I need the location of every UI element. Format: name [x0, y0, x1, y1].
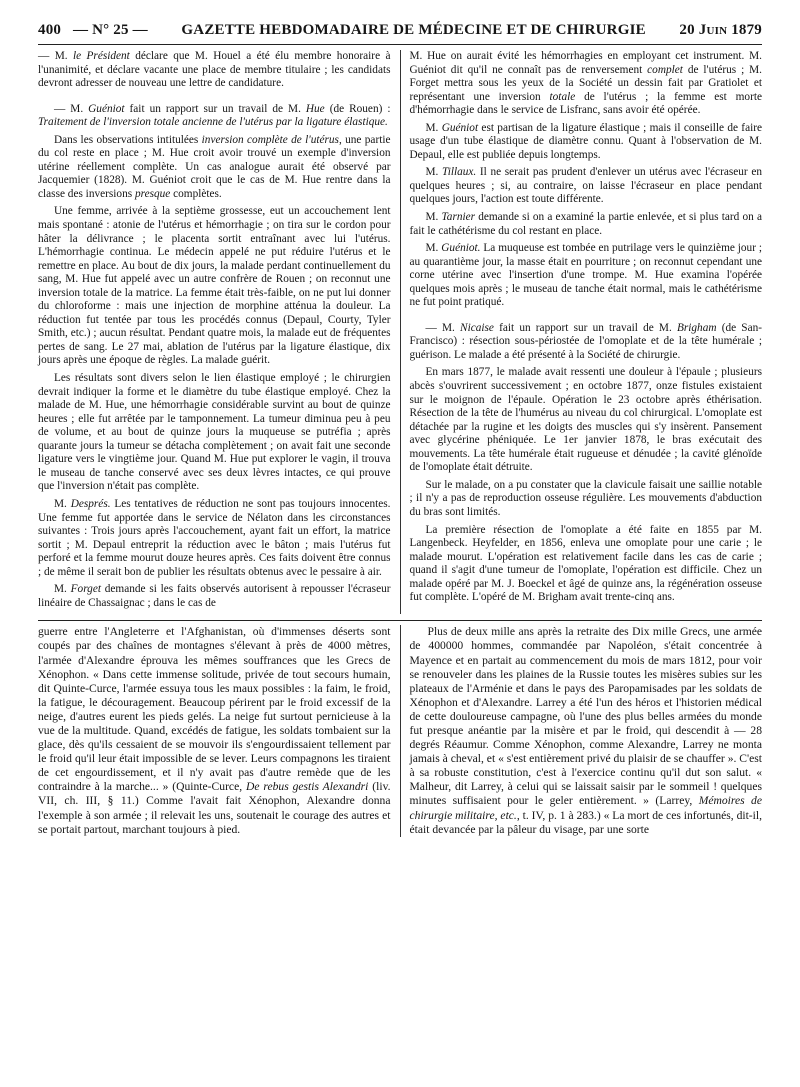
italic-text: Guéniot	[441, 121, 479, 134]
text-run: de l'utérus ; la femme est morte d'hémorrhagie dans le service de Lisfranc, sans avoir été opérée.	[409, 90, 762, 117]
paragraph	[410, 166, 763, 207]
date-month: Juin	[698, 22, 728, 38]
text-run: M.	[425, 242, 442, 255]
main-columns	[38, 45, 762, 614]
column-right	[410, 50, 763, 614]
italic-text: Tarnier	[441, 211, 476, 224]
text-run: fait un rapport sur un travail de M.	[493, 321, 677, 334]
paragraph	[410, 366, 763, 474]
feuilleton-column-rule	[400, 625, 401, 836]
italic-text: le Président	[72, 50, 130, 62]
italic-text: Mémoires de chirurgie militaire, etc.	[409, 794, 762, 822]
text-run: déclare que M. Houel a été élu membre honoraire à l'unanimité, et déclare vacante une place de membre titulaire ; les candidats devront adresser de nouveau une lettre de candidature.	[38, 50, 391, 90]
column-rule	[400, 50, 401, 614]
paragraph	[38, 134, 391, 202]
text-run: Il ne serait pas prudent d'enlever un utérus avec l'écraseur en quelques heures ; si, au contraire, on laisse l'écraseur en place pendant quelques jours, l'action est toute différente.	[409, 166, 762, 206]
text-run: est partisan de la ligature élastique ; mais il conseille de faire usage d'un tube élastique de diamètre connu. Quant à l'observation de M. Depaul, elle est publiée depuis longtemps.	[409, 121, 762, 161]
text-run: — M.	[425, 321, 461, 334]
text-run: M.	[425, 166, 443, 179]
italic-text: Tillaux.	[442, 166, 477, 179]
italic-text: Traitement de l'inversion totale ancienne de l'utérus par la ligature élastique.	[38, 116, 388, 129]
paragraph	[38, 50, 391, 91]
text-run: M.	[425, 211, 442, 224]
paragraph	[38, 625, 391, 836]
paragraph	[410, 524, 763, 605]
text-run: En mars 1877, le malade avait ressenti une douleur à l'épaule ; plusieurs abcès s'ouvrirent successivement ; en octobre 1877, onze fistules existaient sur le moignon de l'épaule. Opération le 23 octobre après éthérisation. Résection de la tête de l'humérus au niveau du col chirurgical. L'omoplate est détachée par la rugine et les doigts des muscles qui s'y insèrent. Pansement avec glycérine phéniquée. Le 1er janvier 1878, le bras exécutait des mouvements. La tête humérale était rugueuse et dénudée ; la cavité glénoïde de l'omoplate était détruite.	[409, 366, 762, 474]
page-number: 400	[38, 22, 62, 38]
text-run: guerre entre l'Angleterre et l'Afghanistan, où d'immenses déserts sont coupés par des chaînes de montagnes s'élevant à près de 4000 mètres, l'armée d'Alexandre éprouva les mêmes souffrances que les Grecs de Xénophon. « Dans cette immense solitude, privée de tout secours humain, dit Quinte-Curce, l'armée essuya tous les maux possibles : la faim, le froid, la fatigue, le découragement. Beaucoup périrent par le froid excessif de la neige, d'autres eurent les pieds gelés. La neige fut surtout pernicieuse à la vue de la multitude. Quand, excédés de fatigue, les soldats tombaient sur la glace, dès qu'ils cessaient de se mouvoir ils s'engourdissaient tellement par le froid qu'il leur était impossible de se lever. Leurs compagnons les tiraient de cet engourdissement, et il n'y avait pas d'autre remède que de les contraindre à la marche... » (Quinte-Curce,	[38, 625, 391, 794]
issue-date	[679, 22, 762, 39]
date-day: 20	[679, 22, 695, 38]
italic-text: totale	[549, 90, 576, 103]
paragraph	[410, 122, 763, 163]
text-run: Les résultats sont divers selon le lien élastique employé ; le chirurgien devrait indiquer la forme et le diamètre du tube élastique employé. Chez la malade de M. Hue, une hémorrhagie considérable survint au bout de quinze heures ; elle fut arrêtée par le tamponnement. La tumeur diminua peu à peu de volume, et au bout de quinze jours la muqueuse se putréfia ; après quarante jours la tumeur se détacha complètement ; on avait fait une seconde ligature vers le vingtième jour. Quand M. Hue put explorer le vagin, il trouva le museau de tanche conservé avec ses deux lèvres intactes, ce qui prouve que l'inversion n'était pas complète.	[38, 372, 391, 493]
feuilleton-columns	[38, 621, 762, 836]
paragraph	[410, 242, 763, 310]
text-run: La muqueuse est tombée en putrilage vers le quinzième jour ; au quarantième jour, la masse était en pourriture ; on reconnut cependant une corne utérine avec l'insertion d'une trompe. M. Hue examina l'opérée quelques mois après ; le museau de tanche était normal, mais le cathétérisme ne fut point pratiqué.	[409, 242, 762, 309]
paragraph	[38, 103, 391, 130]
italic-text: De rebus gestis Alexandri	[246, 780, 369, 794]
text-run: M. Hue on aurait évité les hémorrhagies en employant cet instrument. M. Guéniot dit qu'il ne connaît pas de renversement	[409, 50, 762, 76]
paragraph	[410, 211, 763, 238]
italic-text: Guéniot.	[441, 242, 481, 255]
text-run: (de San-Francisco) : résection sous-périostée de l'omoplate et de la tête humérale ; guérison. Le malade a été présenté à la Société de chirurgie.	[409, 321, 762, 361]
text-run: M.	[54, 583, 71, 596]
feuilleton-left	[38, 625, 391, 836]
text-run: complètes.	[170, 187, 222, 200]
text-run: fait un rapport sur un travail de M.	[124, 102, 306, 115]
page-number-issue	[38, 22, 148, 39]
text-run: — M.	[54, 102, 89, 115]
issue-number: — N° 25 —	[72, 22, 148, 38]
text-run: demande si les faits observés autorisent à repousser l'écraseur linéaire de Chassaignac ; dans le cas de	[38, 583, 391, 609]
paragraph	[410, 625, 763, 836]
text-run: (liv. VII, ch. III, § 11.) Comme l'avait fait Xénophon, Alexandre donna l'exemple à son armée ; il relevait les uns, soutenait le courage des autres et se portait partout, marchant toujours à pied.	[38, 780, 391, 836]
text-run: de l'utérus ; M. Forget mettra sous les yeux de la Société un dessin fait par Gratiolet et représentant une inversion	[409, 63, 762, 103]
paragraph	[410, 322, 763, 363]
text-run: — M.	[38, 50, 73, 62]
paragraph	[410, 50, 763, 118]
feuilleton-right	[410, 625, 763, 836]
italic-text: complet	[647, 63, 683, 76]
italic-text: inversion complète de l'utérus	[201, 133, 339, 146]
text-run: , une partie du col reste en place ; M. Hue croit avoir trouvé un exemple d'inversion utérine réellement complète. Un cas analogue aurait été observé par Jacquemier (1828). M. Guéniot croit que le cas de M. Hue rentre dans la classe des inversions	[38, 133, 391, 200]
text-run: demande si on a examiné la partie enlevée, et si plus tard on a fait le cathétérisme du col restant en place.	[409, 211, 762, 237]
italic-text: Guéniot	[88, 102, 125, 115]
text-run: (de Rouen) :	[324, 102, 391, 115]
paragraph	[38, 583, 391, 610]
page-header	[38, 22, 762, 45]
column-left	[38, 50, 391, 614]
text-run: Les tentatives de réduction ne sont pas toujours innocentes. Une femme fut apportée dans le service de Nélaton dans les circonstances suivantes : Trois jours après l'accouchement, ayant fait un effort, la matrice sortit ; M. Depaul entreprit la réduction avec le bâton ; mais l'utérus fut perforé et la femme mourut douze heures après. Ces faits doivent être connus ; de même il serait bon de publier les résultats obtenus avec le pessaire à air.	[38, 497, 391, 578]
italic-text: Hue	[305, 102, 325, 115]
paragraph	[38, 498, 391, 579]
date-year: 1879	[731, 22, 762, 38]
italic-text: presque	[134, 187, 171, 200]
text-run: Plus de deux mille ans après la retraite des Dix mille Grecs, une armée de 400000 hommes, commandée par Napoléon, s'était concentrée à Mayence et en partait au commencement du mois de mars 1812, pour voir se renouveler dans les plaines de la Russie toutes les misères subies sur les plateaux de l'Arménie et dans le pays des Paropamisades par les soldats de Xénophon et d'Alexandre. Larrey a été l'un des héros et l'historien médical de cette douloureuse campagne, où l'une des plus belles armées du monde fut presque anéantie par la misère et par le froid, qui descendit à — 28 degrés Réaumur. Comme Xénophon, comme Alexandre, Larrey ne monta jamais à cheval, et « s'est entièrement privé du plaisir de se chauffer ». C'est à sa robuste constitution, c'est à l'exercice continu qu'il dut son salut. « Malheur, dit Larrey, à celui qui se laissait saisir par le sommeil ! quelques minutes suffisaient pour le geler entièrement. » (Larrey,	[409, 625, 762, 808]
italic-text: Forget	[70, 583, 101, 596]
italic-text: Brigham	[676, 321, 717, 334]
text-run: Sur le malade, on a pu constater que la clavicule faisait une saillie notable ; il n'y a pas de reproduction osseuse régulière. Les mouvements d'abduction du bras sont limités.	[409, 478, 762, 518]
journal-title: GAZETTE HEBDOMADAIRE DE MÉDECINE ET DE CHIRURGIE	[181, 22, 646, 38]
text-run: M.	[54, 497, 71, 510]
paragraph	[38, 205, 391, 368]
text-run: Une femme, arrivée à la septième grossesse, eut un accouchement lent mais spontané : atonie de l'utérus et hémorrhagie ; on tira sur le cordon pour hâter la délivrance ; le placenta sortit entraînant avec lui l'utérus. L'hémorrhagie continua. Le médecin appelé ne put réduire l'utérus et le remettre en place. Au bout de dix jours, la malade perdant continuellement du sang, M. Hue fut appelé avec un autre confrère de Rouen ; on reconnut une inversion totale de la matrice. La femme était très-faible, on ne put lui donner du chloroforme : mais une injection de morphine atténua la douleur. La réduction fut tentée par tous les procédés connus (Depaul, Courty, Tyler Smith, etc.) ; aucun résultat. Pendant quatre mois, la malade eut de fréquentes pertes de sang. Le 27 mai, ablation de l'utérus par la ligature élastique, dix jours après une époque de règles. La malade guérit.	[38, 205, 391, 367]
text-run: La première résection de l'omoplate a été faite en 1855 par M. Langenbeck. Heyfelder, en 1856, enleva une omoplate pour une carie ; le malade mourut. L'opération est relativement facile dans les cas de carie ; quand il s'agit d'une tumeur de l'omoplate, l'opération est difficile. Chez un malade opéré par M. J. Boeckel et âgé de quinze ans, la régénération osseuse fut complète. L'opéré de M. Brigham avait trente-cinq ans.	[409, 523, 762, 604]
text-run: , t. IV, p. 1 à 283.) « La mort de ces infortunés, dit-il, était devancée par la pâleur du visage, par une sorte	[409, 808, 763, 836]
italic-text: Nicaise	[460, 321, 494, 334]
paragraph	[38, 372, 391, 494]
text-run: M.	[425, 121, 442, 134]
paragraph	[410, 479, 763, 520]
italic-text: Després.	[70, 497, 111, 510]
text-run: Dans les observations intitulées	[54, 133, 202, 146]
